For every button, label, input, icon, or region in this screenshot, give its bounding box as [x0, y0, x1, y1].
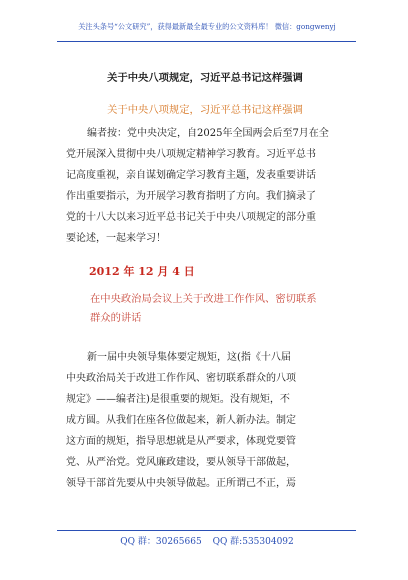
body-line: 这方面的规矩，指导思想就是从严要求，体现党要管	[66, 436, 296, 447]
speech-title	[90, 290, 340, 328]
editor-note-line: 党的十八大以来习近平总书记关于中央八项规定的部分重	[66, 212, 316, 223]
editor-note-line: 要论述，一起来学习！	[66, 233, 166, 244]
page-header: 关注头条号“公文研究”，获得最新最全最专业的公文资料库！ 微信：gongwenyj	[78, 22, 336, 31]
body-line: 新一届中央领导集体要定规矩，这(指《十八届	[87, 352, 291, 363]
editor-note-line: 党开展深入贯彻中央八项规定精神学习教育。习近平总书	[66, 149, 316, 160]
document-subtitle: 关于中央八项规定，习近平总书记这样强调	[107, 104, 303, 116]
editor-note-line: 记高度重视，亲自谋划确定学习教育主题，发表重要讲话	[66, 170, 316, 181]
body-line: 成方圆。从我们在座各位做起来，新人新办法。制定	[66, 415, 296, 426]
body-line: 规定》——编者注)是很重要的规矩。没有规矩，不	[66, 394, 290, 405]
header-divider	[57, 41, 356, 42]
footer-qq-group-1: QQ 群：30265665	[120, 537, 202, 547]
speech-date: 2012 年 12 月 4 日	[89, 265, 195, 278]
speech-body	[66, 347, 342, 494]
footer-qq-group-2: QQ 群:535304092	[212, 537, 294, 547]
footer-divider	[57, 530, 356, 531]
body-line: 中央政治局关于改进工作作风、密切联系群众的八项	[66, 373, 296, 384]
speech-title-line: 群众的讲话	[90, 312, 142, 324]
editor-note	[66, 123, 342, 249]
speech-title-line: 在中央政治局会议上关于改进工作作风、密切联系	[90, 293, 317, 305]
editor-note-line: 作出重要指示，为开展学习教育指明了方向。我们摘录了	[66, 191, 316, 202]
page-footer	[57, 534, 357, 547]
body-line: 领导干部首先要从中央领导做起。正所谓己不正，焉	[66, 478, 296, 489]
body-line: 党、从严治党。党风廉政建设，要从领导干部做起，	[66, 457, 296, 468]
document-title: 关于中央八项规定，习近平总书记这样强调	[107, 72, 303, 84]
editor-note-line: 编者按：党中央决定，自2025年全国两会后至7月在全	[87, 128, 329, 139]
